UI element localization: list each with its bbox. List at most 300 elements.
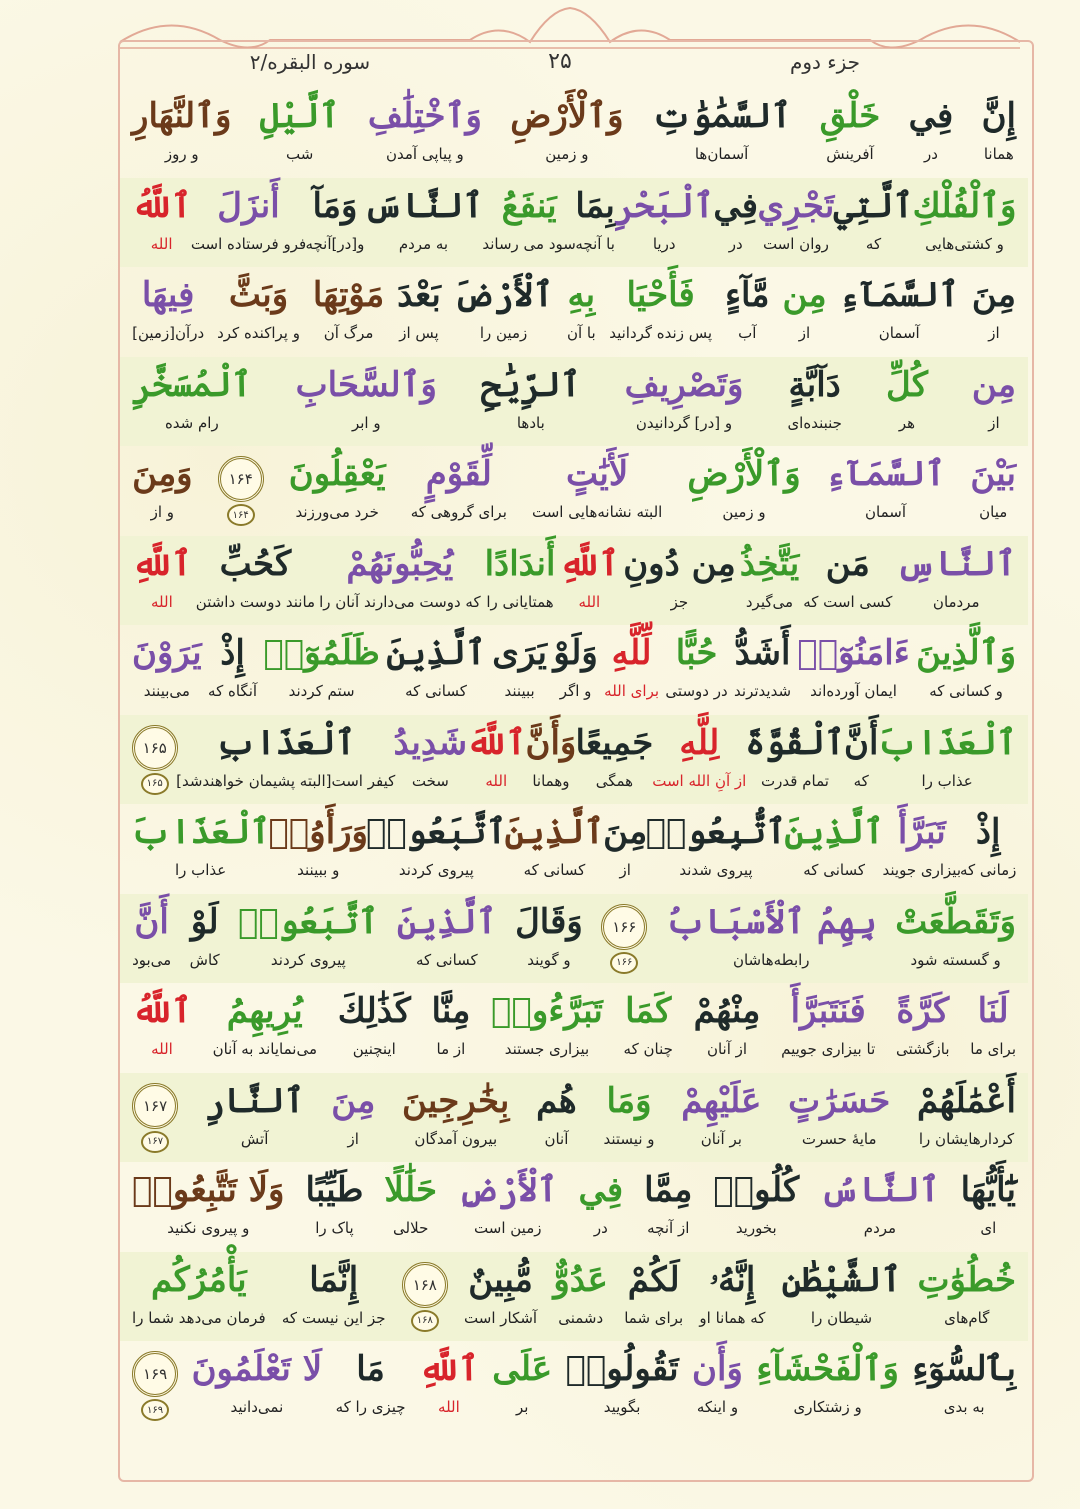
arabic-word: يَعْقِلُونَ	[288, 454, 386, 494]
arabic-word: ٱللَّهِ	[419, 1349, 479, 1389]
ayah-number-small: ۱۶۷	[141, 1131, 169, 1153]
persian-translation: و روز	[164, 145, 199, 163]
arabic-word: فَنَتَبَرَّأَ	[790, 991, 866, 1031]
persian-translation: شدیدترند	[734, 682, 792, 700]
persian-translation: به بدی	[943, 1398, 985, 1416]
word-pair	[553, 625, 597, 715]
persian-translation: جز	[670, 592, 689, 611]
persian-translation: گام‌های	[944, 1308, 990, 1327]
persian-translation: از	[988, 324, 1000, 342]
ayah-number: ۱۶۶	[601, 904, 647, 950]
word-pair	[132, 178, 191, 268]
word-pair	[725, 267, 770, 357]
word-pair	[895, 894, 1016, 984]
persian-translation: از	[798, 324, 811, 342]
word-pair	[714, 178, 758, 268]
ayah-number-small: ۱۶۴	[227, 504, 255, 526]
persian-translation: کیفر است[البته پشیمان خواهندشد]	[176, 771, 396, 790]
word-pair	[826, 446, 946, 536]
word-pair	[269, 804, 367, 894]
persian-translation: در	[593, 1219, 608, 1237]
word-pair	[692, 1341, 743, 1431]
persian-translation: برای ما	[970, 1040, 1016, 1058]
ayah-number: ۱۶۴	[218, 456, 264, 502]
persian-translation: و ابر	[351, 413, 381, 432]
arabic-word: لَأَيَٰتٍ	[566, 454, 629, 494]
word-pair	[306, 178, 364, 268]
arabic-word: مِن	[782, 275, 827, 315]
arabic-word: شَدِيدُ	[393, 722, 468, 763]
arabic-word: بَيْنَ	[970, 454, 1016, 494]
arabic-word: لِّلَّهِ	[611, 633, 652, 673]
arabic-word: فَأَحْيَا	[626, 275, 695, 315]
word-pair	[485, 536, 556, 626]
persian-translation: نمی‌دانید	[230, 1398, 284, 1416]
arabic-word: فِي	[908, 96, 954, 136]
persian-translation: درآن[زمین]	[132, 324, 205, 342]
word-pair	[432, 983, 471, 1073]
arabic-word: وَٱخْتِلَٰفِ	[367, 96, 482, 136]
persian-translation: حلالی	[393, 1219, 429, 1237]
persian-translation: بخورید	[735, 1219, 777, 1237]
persian-translation: الله	[438, 1398, 460, 1416]
word-pair	[896, 536, 1016, 626]
arabic-word: وَٱلْأَرْضِ	[687, 454, 801, 494]
persian-translation: بر آنان	[700, 1129, 742, 1148]
persian-translation: و اگر	[559, 682, 592, 700]
arabic-word: كَمَا	[625, 991, 672, 1031]
word-pair	[492, 625, 547, 715]
persian-translation: آسمان‌ها	[694, 145, 749, 163]
arabic-word: كَذَٰلِكَ	[337, 991, 411, 1031]
arabic-word: ٱتُّبِعُوا۟	[645, 812, 787, 852]
persian-translation: می‌گیرد	[745, 592, 794, 611]
arabic-word: وَقَالَ	[515, 901, 583, 942]
arabic-word: لِلَّهِ	[679, 722, 720, 763]
arabic-word: يَأْمُرُكُم	[151, 1259, 247, 1300]
persian-translation: با آن	[566, 324, 596, 342]
word-pair	[132, 625, 202, 715]
ayah-number: ۱۶۵	[132, 725, 178, 771]
word-pair	[781, 983, 875, 1073]
persian-translation: کسی است که	[803, 592, 893, 611]
persian-translation: با آنچه	[575, 234, 615, 253]
persian-translation: روان است	[762, 234, 829, 253]
word-pair	[787, 357, 842, 447]
persian-translation: و[در]آنچه	[305, 234, 365, 253]
arabic-word: بِٱلسُّوٓءِ	[912, 1349, 1016, 1389]
word-pair	[132, 1162, 284, 1252]
persian-translation: و کشتی‌هایی	[925, 234, 1004, 253]
word-pair	[623, 536, 735, 626]
word-pair	[665, 625, 727, 715]
arabic-word: ٱلسَّمَٰوَٰتِ	[651, 96, 792, 136]
verse-line	[120, 267, 1028, 357]
arabic-word: حُبًّا	[675, 633, 718, 673]
persian-translation: وهمانا	[532, 771, 570, 790]
verse-line	[120, 983, 1028, 1073]
arabic-word: حَسَرَٰتٍ	[788, 1080, 891, 1121]
persian-translation: عذاب را	[921, 771, 973, 790]
arabic-word: وَٱلْفُلْكِ	[912, 185, 1017, 226]
arabic-word: يَتَّخِذُ	[739, 543, 800, 584]
arabic-word: عَلَيْهِمْ	[681, 1080, 762, 1121]
arabic-word: وَتَقَطَّعَتْ	[895, 901, 1016, 942]
arabic-word: أَنَّ	[134, 901, 169, 942]
persian-translation: برای گروهی که	[410, 503, 507, 521]
arabic-word: كُلُوا۟	[713, 1170, 800, 1210]
persian-translation: برای شما	[624, 1308, 684, 1327]
persian-translation: که	[865, 234, 882, 253]
word-pair	[132, 804, 269, 894]
ayah-marker	[601, 894, 647, 984]
word-pair	[364, 178, 483, 268]
arabic-word: وَأَنَّ	[525, 722, 577, 763]
persian-translation: مردم	[863, 1219, 897, 1237]
arabic-word: تَقُولُوا۟	[565, 1349, 679, 1389]
persian-translation: زمانی که	[959, 861, 1017, 879]
persian-translation: از	[347, 1129, 359, 1148]
arabic-word: فِي	[713, 185, 758, 226]
persian-translation: و اینکه	[696, 1398, 739, 1416]
word-pair	[132, 894, 171, 984]
arabic-word: وَٱلنَّهَارِ	[132, 96, 232, 136]
word-pair	[505, 804, 603, 894]
word-pair	[970, 983, 1016, 1073]
arabic-word: دَآبَّةٍ	[788, 364, 841, 405]
ayah-number: ۱۶۷	[132, 1083, 178, 1129]
arabic-word: أَشَدُّ	[734, 633, 791, 673]
word-pair	[803, 536, 892, 626]
arabic-word: ٱلْمُسَخَّرِ	[132, 364, 252, 405]
persian-translation: پاک را	[315, 1219, 354, 1237]
verse-line	[120, 446, 1028, 536]
persian-translation: کسانی که	[415, 950, 478, 969]
word-pair	[238, 894, 378, 984]
arabic-word: بِخَٰرِجِينَ	[402, 1080, 510, 1121]
word-pair	[386, 625, 486, 715]
arabic-word: كُلِّ	[885, 364, 928, 405]
word-pair	[797, 625, 909, 715]
word-pair	[566, 267, 596, 357]
word-pair	[970, 446, 1016, 536]
word-pair	[878, 715, 1016, 805]
arabic-word: وَٱلَّذِينَ	[916, 633, 1016, 673]
word-pair	[263, 625, 379, 715]
persian-translation: و گویند	[527, 950, 571, 969]
word-pair	[886, 357, 928, 447]
arabic-word: وَمَا	[606, 1080, 652, 1121]
arabic-word: إِذْ	[220, 633, 245, 673]
persian-translation: آنگاه که	[208, 682, 258, 700]
ayah-marker	[132, 715, 177, 805]
word-pair	[666, 894, 877, 984]
arabic-word: يَٰٓأَيُّهَا	[960, 1170, 1016, 1210]
persian-translation: کسانی که	[405, 682, 467, 700]
arabic-word: ٱلنَّاسِ	[896, 543, 1016, 584]
word-pair	[132, 357, 252, 447]
persian-translation: البته نشانه‌هایی است	[531, 503, 663, 521]
word-pair	[647, 804, 785, 894]
word-pair	[782, 1252, 902, 1342]
word-pair	[491, 983, 603, 1073]
persian-translation: و زمین	[722, 503, 766, 521]
arabic-word: مِنْهُمْ	[693, 991, 761, 1031]
arabic-word: ٱلنَّاسُ	[820, 1170, 940, 1210]
word-pair	[296, 357, 437, 447]
arabic-word: ٱتَّبَعُوا۟	[366, 812, 507, 852]
persian-translation: می‌بینند	[143, 682, 190, 700]
persian-translation: پیروی کردند	[398, 861, 474, 879]
persian-translation: الله	[578, 592, 601, 611]
word-pair	[338, 983, 411, 1073]
arabic-word: لَا تَعْلَمُونَ	[191, 1349, 323, 1389]
word-pair	[196, 536, 315, 626]
word-pair	[576, 715, 653, 805]
arabic-word: لَكُمْ	[627, 1259, 680, 1300]
persian-translation: آفرینش	[826, 145, 874, 163]
persian-translation: الله	[150, 234, 173, 253]
arabic-word: ٱلْعَذَابِ	[215, 722, 356, 763]
word-pair	[961, 1162, 1016, 1252]
word-pair	[510, 88, 623, 178]
word-pair	[913, 178, 1016, 268]
persian-translation: مانند دوست داشتن	[195, 592, 316, 611]
arabic-word: هُم	[536, 1080, 577, 1121]
word-pair	[305, 1162, 363, 1252]
arabic-word: مِنَّا	[431, 991, 471, 1031]
persian-translation: پیروی شدند	[679, 861, 753, 879]
persian-translation: که همانا او	[699, 1308, 766, 1327]
persian-translation: کردارهایشان را	[918, 1129, 1015, 1148]
persian-translation: آسمان	[878, 324, 920, 342]
word-pair	[912, 1341, 1016, 1431]
arabic-word: ٱلْأَرْضِ	[457, 1170, 558, 1210]
persian-translation: پس زنده گردانید	[609, 324, 713, 342]
verse-line	[120, 1252, 1028, 1342]
persian-translation: تا بیزاری جوییم	[781, 1040, 876, 1058]
word-pair	[734, 625, 791, 715]
arabic-word: مِن دُونِ	[623, 543, 736, 584]
persian-translation: از آنان	[706, 1040, 748, 1058]
arabic-word: ٱلْبَحْرِ	[614, 185, 714, 226]
arabic-word: ٱلَّيْلِ	[259, 96, 340, 136]
page-number: ۲۵	[548, 49, 572, 74]
arabic-word: وَٱلسَّحَابِ	[295, 364, 437, 405]
ayah-number-small: ۱۶۵	[141, 773, 169, 795]
persian-translation: دریا	[652, 234, 676, 253]
word-pair	[916, 625, 1016, 715]
persian-translation: مردمان	[932, 592, 980, 611]
arabic-word: فِيهَا	[141, 275, 195, 315]
arabic-word: طَيِّبًا	[305, 1170, 364, 1210]
persian-translation: و نیستند	[603, 1129, 655, 1148]
word-pair	[644, 1162, 692, 1252]
persian-translation: می‌نمایاند به آنان	[212, 1040, 317, 1058]
persian-translation: همگی	[595, 771, 634, 790]
persian-translation: آتش	[240, 1129, 269, 1148]
arabic-word: ٱلْقُوَّةَ	[745, 722, 845, 763]
persian-translation: ای	[980, 1219, 997, 1237]
word-pair	[615, 178, 714, 268]
arabic-word: ظَلَمُوٓا۟	[263, 633, 380, 673]
arabic-word: لَنَا	[977, 991, 1009, 1031]
arabic-word: وَٱلْفَحْشَآءِ	[756, 1349, 899, 1389]
arabic-word: ٱلسَّمَآءِ	[839, 275, 959, 315]
arabic-word: ٱلرِّيَٰحِ	[481, 364, 581, 405]
persian-translation: مایهٔ حسرت	[801, 1129, 877, 1148]
word-pair	[368, 88, 482, 178]
arabic-word: وَمَآ	[312, 185, 358, 226]
arabic-word: وَلَوْ	[553, 633, 598, 673]
verse-line	[120, 357, 1028, 447]
word-pair	[282, 1252, 386, 1342]
persian-translation: بیزاری جستند	[504, 1040, 590, 1058]
arabic-word: ٱلْعَذَابَ	[130, 812, 271, 852]
word-pair	[553, 1252, 608, 1342]
word-pair	[820, 88, 881, 178]
word-pair	[419, 1341, 479, 1431]
persian-translation: و گسسته شود	[910, 950, 1001, 969]
arabic-word: كَحُبِّ	[219, 543, 292, 584]
verse-lines	[120, 88, 1028, 1431]
arabic-word: أَنَّ	[844, 722, 879, 763]
word-pair	[217, 267, 300, 357]
word-pair	[397, 894, 497, 984]
arabic-word: ٱلشَّيْطَٰنِ	[781, 1259, 902, 1300]
arabic-word: بِهِمُ ٱلْأَسْبَابُ	[665, 901, 877, 942]
persian-translation: الله	[151, 592, 173, 611]
word-pair	[758, 178, 834, 268]
word-pair	[313, 267, 384, 357]
arabic-word: خُطُوَٰتِ	[917, 1259, 1016, 1300]
arabic-word: ٱتَّبَعُوا۟	[238, 901, 379, 942]
word-pair	[394, 715, 467, 805]
arabic-word: إِنَّهُۥ	[709, 1259, 756, 1300]
verse-line	[120, 1162, 1028, 1252]
persian-translation: رام شده	[164, 413, 219, 432]
persian-translation: از	[619, 861, 631, 879]
word-pair	[960, 804, 1016, 894]
juz-label: جزء دوم	[789, 50, 861, 74]
verse-line	[120, 536, 1028, 626]
persian-translation: و پیروی نکنید	[167, 1219, 250, 1237]
arabic-word: إِذْ	[975, 812, 1001, 852]
word-pair	[834, 178, 913, 268]
persian-translation: برای الله	[604, 682, 660, 700]
arabic-word: مُّبِينٌ	[468, 1259, 533, 1300]
persian-translation: از ما	[436, 1040, 466, 1058]
word-pair	[411, 446, 507, 536]
arabic-word: وَتَصْرِيفِ	[624, 364, 744, 405]
arabic-word: تَبَرَّأَ	[897, 812, 946, 852]
word-pair	[384, 1162, 437, 1252]
persian-translation: شیطان را	[810, 1308, 873, 1327]
word-pair	[917, 1073, 1016, 1163]
word-pair	[132, 88, 231, 178]
word-pair	[687, 446, 800, 536]
word-pair	[260, 88, 340, 178]
word-pair	[289, 446, 386, 536]
ayah-marker	[218, 446, 264, 536]
arabic-word: ٱلنَّارِ	[204, 1080, 305, 1121]
arabic-word: ءَامَنُوٓا۟	[797, 633, 910, 673]
word-pair	[982, 88, 1016, 178]
arabic-word: إِنَّ	[981, 96, 1016, 136]
persian-translation: پس از	[399, 324, 439, 342]
arabic-word: ٱللَّهُ	[131, 185, 192, 226]
word-pair	[604, 625, 659, 715]
word-pair	[402, 1073, 509, 1163]
word-pair	[336, 1341, 406, 1431]
ayah-number: ۱۶۹	[132, 1351, 178, 1397]
persian-translation: زمین را	[479, 324, 528, 342]
word-pair	[492, 1341, 552, 1431]
persian-translation: از آنِ الله است	[652, 771, 747, 790]
ayah-number-small: ۱۶۸	[411, 1310, 439, 1332]
word-pair	[397, 267, 441, 357]
persian-translation: از آنچه	[647, 1219, 690, 1237]
word-pair	[536, 1073, 577, 1163]
persian-translation: در دوستی	[665, 682, 728, 700]
persian-translation: و کسانی که	[929, 682, 1003, 700]
persian-translation: ایمان آورده‌اند	[810, 682, 897, 700]
ayah-marker	[402, 1252, 448, 1342]
ayah-number-small: ۱۶۶	[610, 952, 638, 974]
word-pair	[458, 1162, 558, 1252]
word-pair	[132, 983, 192, 1073]
arabic-word: كَرَّةً	[896, 991, 950, 1031]
word-pair	[624, 983, 673, 1073]
arabic-word: تَجْرِي	[757, 185, 835, 226]
persian-translation: که	[853, 771, 869, 790]
persian-translation: کسانی که	[523, 861, 586, 879]
persian-translation: چیزی را که	[335, 1398, 406, 1416]
arabic-word: وَرَأَوُا۟	[268, 812, 368, 852]
word-pair	[576, 178, 615, 268]
word-pair	[483, 178, 576, 268]
arabic-word: مَّآءٍ	[724, 275, 770, 315]
persian-translation: کاش	[189, 950, 220, 969]
word-pair	[331, 1073, 375, 1163]
arabic-word: يُرِيهِمُ	[226, 991, 303, 1031]
arabic-word: بِهِ	[567, 275, 596, 315]
word-pair	[844, 715, 878, 805]
persian-translation: می‌بود	[132, 950, 172, 969]
arabic-word: ٱلَّذِينَ	[386, 633, 486, 673]
word-pair	[579, 1162, 624, 1252]
verse-line	[120, 88, 1028, 178]
word-pair	[132, 536, 192, 626]
persian-translation: و از	[150, 503, 175, 521]
persian-translation: که دوست می‌دارند آنان را	[319, 592, 481, 611]
arabic-word: مِنَ	[603, 812, 648, 852]
word-pair	[190, 894, 220, 984]
arabic-word: حَلَٰلًا	[384, 1170, 437, 1210]
persian-translation: بیرون آمدگان	[414, 1129, 498, 1148]
word-pair	[481, 357, 581, 447]
verse-line	[120, 715, 1028, 805]
word-pair	[464, 1252, 537, 1342]
word-pair	[132, 1252, 266, 1342]
ayah-number-small: ۱۶۹	[141, 1399, 169, 1421]
arabic-word: مَن	[825, 543, 870, 584]
persian-translation: و پراکنده کرد	[217, 324, 300, 342]
word-pair	[609, 267, 712, 357]
persian-translation: الله	[485, 771, 508, 790]
word-pair	[192, 1341, 323, 1431]
persian-translation: میان	[979, 503, 1008, 521]
